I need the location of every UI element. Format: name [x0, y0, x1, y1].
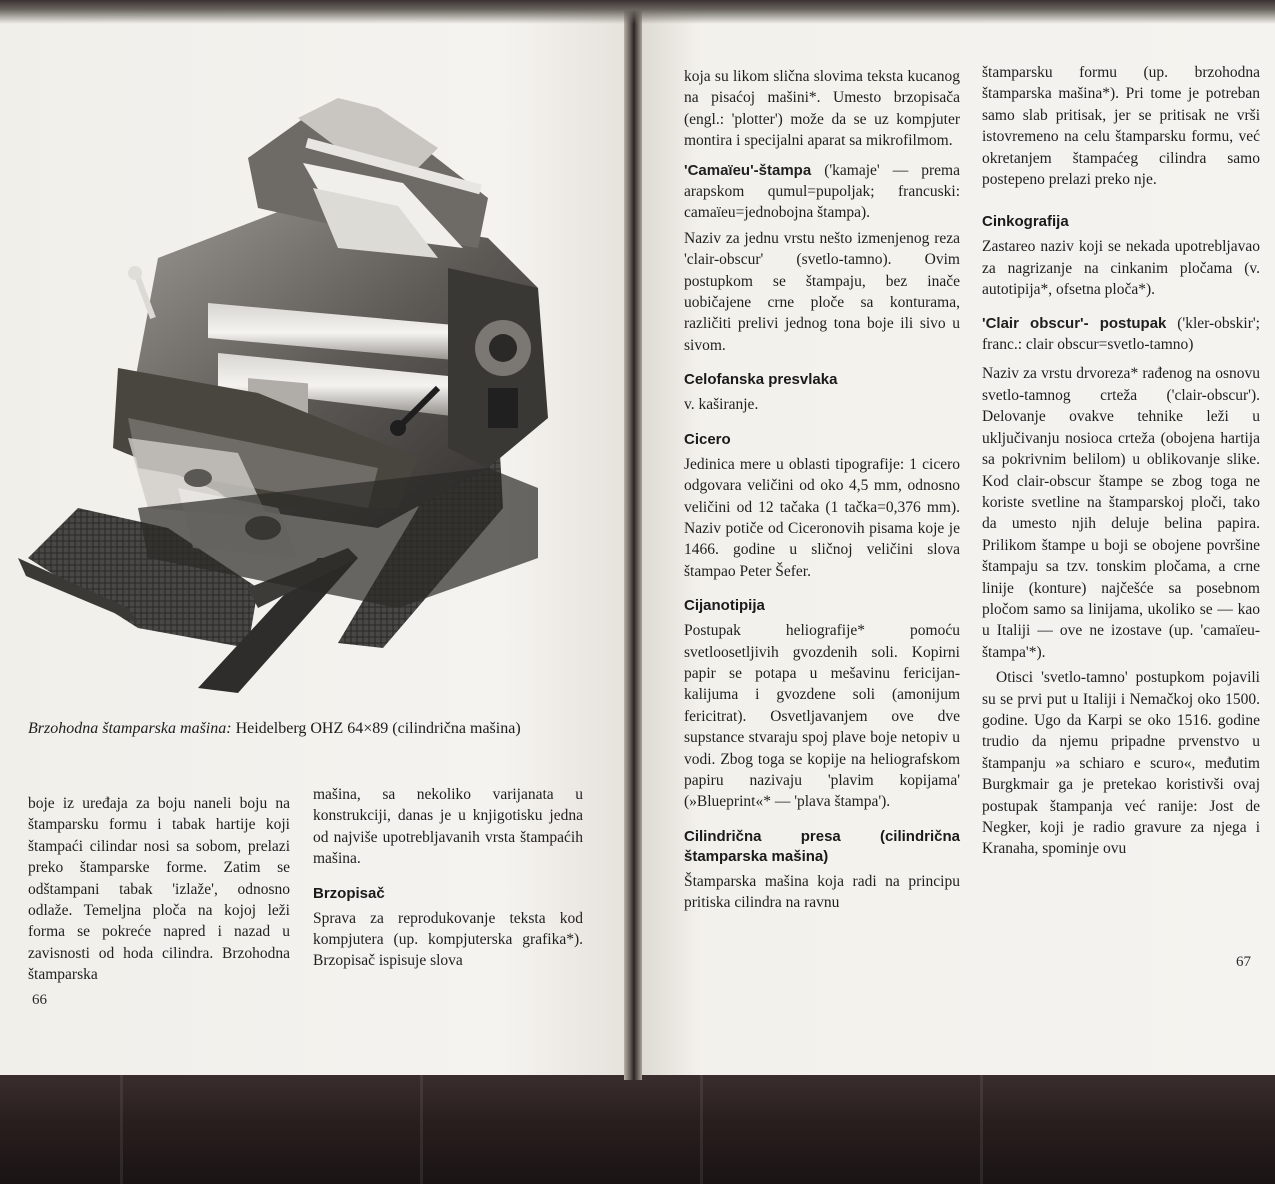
text-paragraph: Naziv za jednu vrstu nešto izmenjenog reza 'clair-obscur' (svetlo-tamno). Ovim postupkom se štampaju, bez inače uobičajene crne ploče sa konturama, različiti prelivi jednog tona boje ili sivo u sivom.: [684, 229, 960, 354]
entry-definition: ('kler-obskir'; franc.: clair obscur=svetlo-tamno): [982, 314, 1260, 354]
text-paragraph: v. kaširanje.: [684, 396, 759, 414]
text-paragraph: mašina, sa nekoliko varijanata u konstrukciji, danas je u knjigotisku jedna od najviše upotrebljavanih vrsta štampaćih mašina.: [313, 786, 583, 868]
text-paragraph: Postupak heliografije* pomoću svetloosetljivih gvozdenih soli. Kopirni papir se potapa u mešavinu fericijankalijuma i gvozdene soli (amonijum fericitrat). Osvetljavanjem ove dve supstance stvaraju spoj plave boje netopiv u vodi. Zbog toga se kopije na heliografskom papiru nazivaju 'plavim kopijama' (»Blueprint«* — 'plava štampa').: [684, 622, 960, 811]
text-paragraph: Sprava za reprodukovanje teksta kod kompjutera (up. kompjuterska grafika*). Brzopisač ispisuje slova: [313, 909, 583, 970]
book-spine: [624, 0, 642, 1080]
caption-italic: Brzohodna štamparska mašina:: [28, 720, 232, 737]
text-paragraph: Jedinica mere u oblasti tipografije: 1 cicero odgovara veličini od oko 4,5 mm, odnosno veličini od 12 tačaka (1 tačka=0,376 mm). Naziv potiče od Ciceronovih pisama koje je 1466. godine u sličnoj veličini slova štampao Peter Šefer.: [684, 455, 960, 580]
text-paragraph: štamparsku formu (up. brzohodna štamparska mašina*). Pri tome je potreban samo slab pritisak, jer se pritisak ne vrši istovremeno na celu štamparsku formu, već okretanjem štampaćeg cilindra samo postepeno prelazi preko nje.: [982, 64, 1260, 189]
text-paragraph: Štamparska mašina koja radi na principu pritiska cilindra na ravnu: [684, 872, 960, 912]
entry-heading-brzopisac: Brzopisač: [313, 884, 385, 902]
text-paragraph: Zastareo naziv koji se nekada upotrebljavao za nagrizanje na cinkanim pločama (v. autotipija*, ofsetna ploča*).: [982, 238, 1260, 299]
text-paragraph: koja su likom slična slovima teksta kucanog na pisaćoj mašini*. Umesto brzopisača (engl.: 'plotter') može da se uz kompjuter montira i specijalni aparat sa mikrofilmom.: [684, 68, 960, 150]
right-page: [636, 0, 1275, 1075]
entry-heading-cinkografija: Cinkografija: [982, 213, 1069, 231]
printing-press-photo: [18, 88, 598, 703]
page-number-left: 66: [32, 992, 47, 1008]
page-number-right: 67: [1236, 954, 1251, 970]
left-page: [0, 0, 630, 1075]
entry-term-camaieu: 'Camaïeu'-štampa: [684, 161, 812, 179]
text-paragraph: Otisci 'svetlo-tamno' postupkom pojavili su se prvi put u Italiji i Nemačkoj oko 1500. godine. Ugo da Karpi se oko 1516. godine trudio da njemu pripadne prvenstvo u štampanju »a schiaro e scuro«, međutim Burgkmair ga je pretekao koristivši ovaj postupak štampanja već ranije: Jost de Negker, koji je radio gravure za njega i Kranaha, spominje ovu: [982, 669, 1260, 858]
entry-heading-cijanotipija: Cijanotipija: [684, 597, 765, 615]
left-column-1: [28, 793, 290, 990]
entry-heading-celofanska: Celofanska presvlaka: [684, 371, 838, 389]
entry-definition: ('kamaje' — prema arapskom qumul=pupoljak; francuski: camaïeu=jednobojna štampa).: [684, 161, 960, 222]
figure-caption: [28, 718, 588, 739]
entry-heading-cilindricna: Cilindrična presa (cilindrična štamparska mašina): [684, 827, 960, 865]
right-column-2: [982, 62, 1260, 864]
text-paragraph: boje iz uređaja za boju naneli boju na štamparsku formu i tabak hartije koji štampaći cilindar nosi sa sobom, prelazi preko štamparske forme. Zatim se odštampani tabak 'izlaže', odnosno odlaže. Temeljna ploča na kojoj leži forma se pokreće napred i nazad u zavisnosti od hoda cilindra. Brzohodna štamparska: [28, 795, 290, 984]
desk-background: [0, 1075, 1275, 1184]
left-column-2: [313, 784, 583, 976]
entry-term-clair-obscur: 'Clair obscur'- postupak: [982, 314, 1167, 332]
text-paragraph: Naziv za vrstu drvoreza* rađenog na osnovu svetlo-tamnog crteža ('clair-obscur'). Delovanje ovakve tehnike leži u uključivanju nosioca crteža (obojena hartija sa pokrivnim belilom) u oblikovanje slike. Kod clair-obscur štampe se zbog toga ne koriste svetline na štamparskoj ploči, tako da umesto njih deluje belina papira. Prilikom štampe u boji se obojene površine štampaju sa tzv. tonskim pločama, a crne linije (konture) najčešće sa posebnom pločom samo sa linijama, ukoliko se — kao u Italiji — ove ne izostave (up. 'camaïeu-štampa'*).: [982, 365, 1260, 661]
right-column-1: [684, 66, 960, 918]
caption-text: Heidelberg OHZ 64×89 (cilindrična mašina): [235, 720, 521, 737]
entry-heading-cicero: Cicero: [684, 430, 731, 448]
